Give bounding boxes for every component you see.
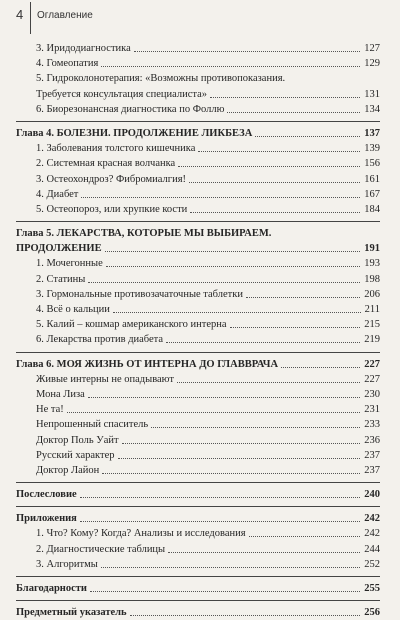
dot-leader xyxy=(102,463,360,474)
chapter-title: Глава 4. БОЛЕЗНИ. ПРОДОЛЖЕНИЕ ЛИКБЕЗА xyxy=(16,127,253,139)
dot-leader xyxy=(88,387,360,398)
table-of-contents xyxy=(0,41,400,620)
page-ref: 237 xyxy=(364,464,380,476)
dot-leader xyxy=(105,241,360,252)
entry-title: Русский характер xyxy=(36,449,115,461)
entry-title: Доктор Лайон xyxy=(36,464,100,476)
dot-leader xyxy=(246,287,360,298)
page-ref: 227 xyxy=(364,358,380,370)
toc-entry-row xyxy=(0,302,380,317)
toc-entry-row xyxy=(0,172,380,187)
entry-title: 3. Остеохондроз? Фибромиалгия! xyxy=(36,173,187,185)
toc-entry-row xyxy=(0,87,380,102)
page-ref: 191 xyxy=(364,243,380,255)
page-ref: 167 xyxy=(364,188,380,200)
dot-leader xyxy=(130,605,360,616)
page-ref: 242 xyxy=(364,528,380,540)
toc-entry-row xyxy=(0,102,380,117)
page-ref: 240 xyxy=(364,489,380,501)
entry-title: 1. Что? Кому? Когда? Анализы и исследования xyxy=(36,528,246,540)
toc-entry-row xyxy=(0,71,380,86)
dot-leader xyxy=(255,126,360,137)
dot-leader xyxy=(106,256,360,267)
page-ref: 127 xyxy=(364,43,380,54)
page-ref: 231 xyxy=(364,404,380,416)
entry-title: 3. Иридодиагностика xyxy=(36,43,131,54)
entry-title: 5. Калий – кошмар американского интерна xyxy=(36,319,227,331)
page-ref: 242 xyxy=(364,513,380,525)
entry-title: 5. Остеопороз, или хрупкие кости xyxy=(36,203,188,215)
toc-entry-row xyxy=(0,557,380,572)
chapter-title: Глава 5. ЛЕКАРСТВА, КОТОРЫЕ МЫ ВЫБИРАЕМ. xyxy=(16,228,272,240)
dot-leader xyxy=(113,302,361,313)
entry-title: 1. Заболевания толстого кишечника xyxy=(36,143,196,155)
toc-entry-row xyxy=(0,433,380,448)
dot-leader xyxy=(230,317,360,328)
page-ref: 237 xyxy=(364,449,380,461)
dot-leader xyxy=(67,402,360,413)
dot-leader xyxy=(80,487,360,498)
page-ref: 252 xyxy=(364,558,380,570)
toc-entry-row xyxy=(0,372,380,387)
dot-leader xyxy=(249,526,360,537)
page-ref: 184 xyxy=(364,203,380,215)
page-ref: 230 xyxy=(364,388,380,400)
toc-entry-row xyxy=(0,56,380,71)
toc-entry-row xyxy=(0,141,380,156)
toc-entry-row xyxy=(0,287,380,302)
dot-leader xyxy=(88,272,360,283)
dot-leader xyxy=(101,56,360,67)
page-ref: 255 xyxy=(364,583,380,594)
chapter-title: ПРОДОЛЖЕНИЕ xyxy=(16,243,102,255)
dot-leader xyxy=(122,433,360,444)
page-ref: 193 xyxy=(364,258,380,270)
dot-leader xyxy=(189,172,360,183)
dot-leader xyxy=(81,187,360,198)
page-ref: 211 xyxy=(364,304,380,315)
chapter-title: Предметный указатель xyxy=(16,607,127,619)
entry-title: 3. Алгоритмы xyxy=(36,558,98,570)
toc-entry-row xyxy=(0,156,380,171)
entry-title: 2. Статины xyxy=(36,273,86,285)
page-ref: 219 xyxy=(364,334,380,346)
page-ref: 206 xyxy=(364,288,380,300)
page-ref: 236 xyxy=(364,434,380,446)
dot-leader xyxy=(151,417,360,428)
dot-leader xyxy=(101,557,360,568)
toc-entry-row xyxy=(0,387,380,402)
toc-entry-row xyxy=(0,417,380,432)
page-ref: 134 xyxy=(364,103,380,115)
page-ref: 233 xyxy=(364,419,380,431)
entry-title: Не та! xyxy=(36,404,64,416)
toc-entry-row xyxy=(0,542,380,557)
page-ref: 156 xyxy=(364,158,380,170)
page-header xyxy=(0,0,400,34)
entry-title: 4. Гомеопатия xyxy=(36,58,99,70)
toc-entry-row xyxy=(0,272,380,287)
entry-title: Требуется консультация специалиста» xyxy=(36,88,207,100)
entry-title: Доктор Поль Уайт xyxy=(36,434,119,446)
toc-chapter-row xyxy=(0,357,380,372)
dot-leader xyxy=(90,581,360,592)
entry-title: Непрошенный спаситель xyxy=(36,419,149,431)
entry-title: Живые интерны не опадывают xyxy=(36,373,174,385)
entry-title: 6. Биорезонансная диагностика по Фоллю xyxy=(36,103,225,115)
chapter-title: Приложения xyxy=(16,513,77,525)
page-ref: 244 xyxy=(364,543,380,555)
page-ref: 227 xyxy=(364,373,380,385)
chapter-title: Послесловие xyxy=(16,489,77,501)
entry-title: 6. Лекарства против диабета xyxy=(36,334,164,346)
toc-entry-row xyxy=(0,448,380,463)
page-ref: 131 xyxy=(364,88,380,100)
toc-chapter-row xyxy=(0,241,380,256)
dot-leader xyxy=(190,202,360,213)
page-ref: 137 xyxy=(364,127,380,139)
toc-chapter-row xyxy=(0,126,380,141)
dot-leader xyxy=(177,372,360,383)
toc-entry-row xyxy=(0,187,380,202)
header-divider xyxy=(30,2,31,34)
toc-entry-row xyxy=(0,317,380,332)
page-ref: 215 xyxy=(364,319,380,331)
toc-entry-row xyxy=(0,526,380,541)
toc-chapter-row xyxy=(0,605,380,620)
toc-chapter-row xyxy=(0,487,380,502)
chapter-title: Глава 6. МОЯ ЖИЗНЬ ОТ ИНТЕРНА ДО ГЛАВВРАЧА xyxy=(16,358,279,370)
toc-entry-row xyxy=(0,463,380,478)
page-ref: 198 xyxy=(364,273,380,285)
page-ref: 139 xyxy=(364,143,380,155)
page-ref: 161 xyxy=(364,173,380,185)
dot-leader xyxy=(118,448,360,459)
page-ref: 256 xyxy=(364,607,380,619)
toc-entry-row xyxy=(0,256,380,271)
toc-entry-row xyxy=(0,202,380,217)
entry-title: 3. Гормональные противозачаточные таблетки xyxy=(36,288,243,300)
page-number: 4 xyxy=(16,7,24,22)
entry-title: 4. Диабет xyxy=(36,188,79,200)
toc-chapter-row xyxy=(0,581,380,596)
dot-leader xyxy=(80,511,360,522)
dot-leader xyxy=(281,357,360,368)
dot-leader xyxy=(227,102,360,113)
entry-title: 4. Всё о кальции xyxy=(36,304,110,315)
toc-entry-row xyxy=(0,402,380,417)
toc-entry-row xyxy=(0,332,380,347)
chapter-title: Благодарности xyxy=(16,583,87,594)
toc-chapter-row xyxy=(0,511,380,526)
dot-leader xyxy=(178,156,360,167)
toc-chapter-row xyxy=(0,226,380,241)
dot-leader xyxy=(210,87,360,98)
dot-leader xyxy=(168,542,360,553)
running-title: Оглавление xyxy=(37,10,93,21)
dot-leader xyxy=(198,141,360,152)
entry-title: Мона Лиза xyxy=(36,388,85,400)
dot-leader xyxy=(166,332,360,343)
page-ref: 129 xyxy=(364,58,380,70)
dot-leader xyxy=(134,41,360,52)
entry-title: 5. Гидроколонотерапия: «Возможны противопоказания. xyxy=(36,73,286,85)
entry-title: 2. Диагностические таблицы xyxy=(36,543,166,555)
entry-title: 2. Системная красная волчанка xyxy=(36,158,176,170)
toc-entry-row xyxy=(0,41,380,56)
entry-title: 1. Мочегонные xyxy=(36,258,103,270)
